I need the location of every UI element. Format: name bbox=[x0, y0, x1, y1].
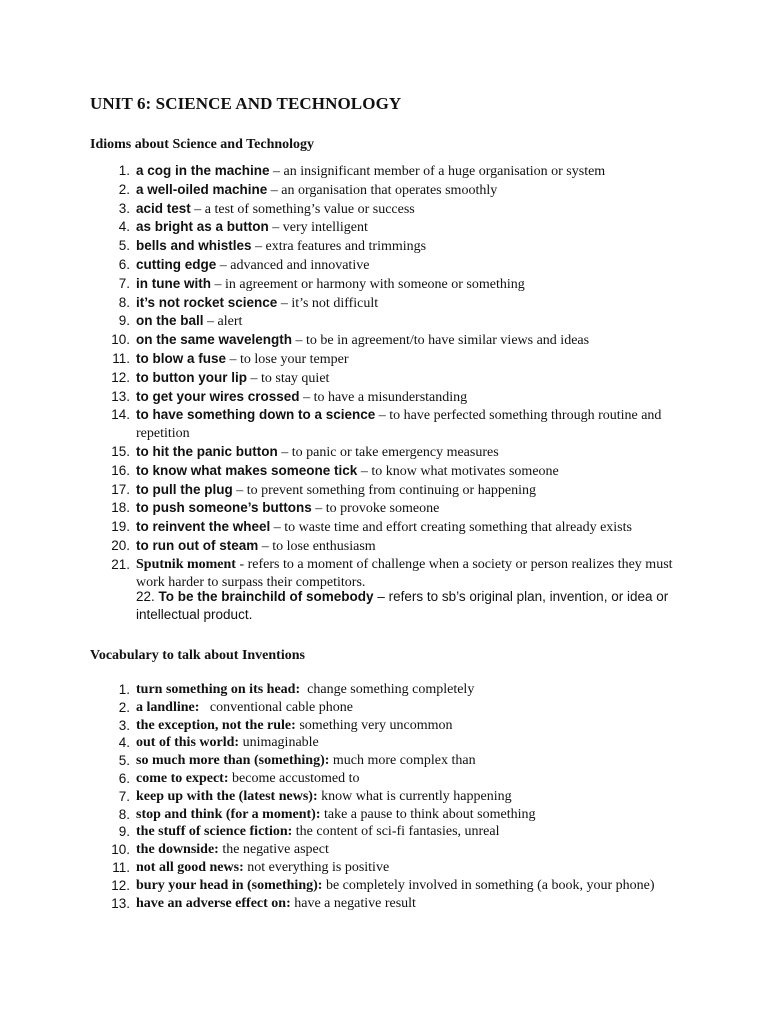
idiom-item-number: 14. bbox=[111, 407, 130, 423]
vocab-item-definition: take a pause to think about something bbox=[320, 806, 536, 822]
vocab-item-definition: change something completely bbox=[300, 682, 475, 697]
vocab-item-definition: unimaginable bbox=[239, 735, 319, 751]
idiom-item-number: 20. bbox=[111, 537, 130, 553]
idiom-item-term: to pull the plug bbox=[136, 481, 233, 497]
idiom-item-definition: – an insignificant member of a huge organisation or system bbox=[269, 164, 606, 179]
idiom-item bbox=[90, 294, 690, 313]
idiom-item bbox=[90, 369, 690, 388]
idiom-item-definition: – it’s not difficult bbox=[277, 295, 379, 311]
idiom-item-term: to run out of steam bbox=[136, 537, 259, 553]
idiom-item bbox=[90, 388, 690, 407]
vocab-item-term: the exception, not the rule: bbox=[136, 717, 296, 733]
vocab-item-definition: know what is currently happening bbox=[317, 788, 512, 804]
vocab-item-definition: be completely involved in something (a book, your phone) bbox=[322, 877, 655, 893]
idiom-item-definition: - refers to a moment of challenge when a society or person realizes they must work harder to surpass their competitors. bbox=[136, 556, 677, 590]
vocab-item-term: the downside: bbox=[136, 842, 219, 858]
idiom-item-definition: – extra features and trimmings bbox=[251, 239, 427, 255]
idiom-item-definition: – an organisation that operates smoothly bbox=[267, 182, 498, 198]
idiom-item-definition: – to panic or take emergency measures bbox=[277, 444, 499, 460]
idiom-item bbox=[90, 237, 690, 256]
vocab-item-number: 8. bbox=[118, 806, 130, 822]
idiom-item bbox=[90, 443, 690, 462]
vocab-item-number: 10. bbox=[111, 842, 130, 858]
vocab-item bbox=[90, 788, 690, 806]
vocab-item bbox=[90, 717, 690, 735]
idiom-item-number: 13. bbox=[111, 388, 130, 404]
vocab-item-term: the stuff of science fiction: bbox=[136, 824, 293, 840]
vocab-item-number: 2. bbox=[118, 699, 130, 715]
idiom-item-term: to reinvent the wheel bbox=[136, 519, 271, 535]
idiom-item-term: to get your wires crossed bbox=[136, 388, 300, 404]
idiom-item-number: 10. bbox=[111, 332, 130, 348]
idiom-item-number: 7. bbox=[118, 275, 130, 291]
idiom-item-number: 1. bbox=[118, 163, 130, 178]
idiom-item-number: 6. bbox=[118, 256, 130, 272]
idiom-item bbox=[90, 556, 690, 592]
idiom-item-term: acid test bbox=[136, 200, 191, 216]
idiom-item-definition: – advanced and innovative bbox=[216, 257, 370, 273]
vocab-item bbox=[90, 752, 690, 770]
page-title: UNIT 6: SCIENCE AND TECHNOLOGY bbox=[90, 94, 402, 113]
idiom-item-term: to push someone’s buttons bbox=[136, 500, 312, 516]
vocab-item-term: stop and think (for a moment): bbox=[136, 806, 321, 822]
idiom-item-term: to know what makes someone tick bbox=[136, 462, 358, 478]
vocab-item-definition: the content of sci-fi fantasies, unreal bbox=[292, 824, 500, 840]
vocab-item-definition: not everything is positive bbox=[243, 859, 390, 875]
idiom-item-number: 18. bbox=[111, 500, 130, 516]
idiom-item-number: 11. bbox=[112, 350, 130, 366]
idiom-item bbox=[90, 518, 690, 537]
idiom-item-number: 3. bbox=[118, 200, 130, 216]
idioms-list bbox=[90, 162, 690, 591]
idiom-item-term: it’s not rocket science bbox=[136, 294, 278, 310]
idiom-item bbox=[90, 312, 690, 331]
vocab-item-term: out of this world: bbox=[136, 735, 240, 751]
idiom-item-term: in tune with bbox=[136, 275, 211, 291]
vocab-item bbox=[90, 895, 690, 913]
idiom-item bbox=[90, 499, 690, 518]
idiom-item-term: cutting edge bbox=[136, 256, 217, 272]
vocab-item bbox=[90, 681, 690, 699]
vocab-item bbox=[90, 859, 690, 877]
idiom-item bbox=[90, 181, 690, 200]
vocab-item-definition: become accustomed to bbox=[228, 770, 360, 786]
idiom-item-definition: – to stay quiet bbox=[246, 370, 330, 386]
vocab-list bbox=[90, 681, 690, 912]
idiom-item bbox=[90, 218, 690, 237]
vocab-item-definition: the negative aspect bbox=[218, 842, 329, 858]
idiom-item-number: 19. bbox=[111, 519, 130, 535]
vocab-item-term: a landline: bbox=[136, 699, 200, 715]
idiom-item-number: 2. bbox=[118, 181, 130, 197]
idiom-item-term: to button your lip bbox=[136, 369, 247, 385]
idiom-item-definition: – very intelligent bbox=[268, 220, 368, 236]
idiom-item-definition: – to have perfected something through routine and repetition bbox=[136, 408, 665, 442]
idiom-item-definition: – alert bbox=[203, 314, 243, 330]
vocab-item-number: 1. bbox=[118, 682, 130, 697]
idiom-item-definition: – to waste time and effort creating something that already exists bbox=[270, 520, 632, 536]
vocab-item-definition: much more complex than bbox=[329, 753, 476, 769]
idiom-item-definition: – to lose enthusiasm bbox=[258, 538, 376, 554]
vocab-item bbox=[90, 734, 690, 752]
idiom-item-22-term: To be the brainchild of somebody bbox=[158, 589, 374, 604]
vocab-item-definition: have a negative result bbox=[290, 895, 416, 911]
vocab-item-number: 4. bbox=[118, 735, 130, 751]
vocab-item-number: 6. bbox=[118, 770, 130, 786]
idiom-item bbox=[90, 406, 690, 443]
idiom-item-number: 8. bbox=[118, 294, 130, 310]
vocab-item-term: have an adverse effect on: bbox=[136, 895, 291, 911]
idiom-item-number: 5. bbox=[118, 238, 130, 254]
vocab-item bbox=[90, 841, 690, 859]
idiom-item-number: 9. bbox=[118, 313, 130, 329]
idiom-item bbox=[90, 331, 690, 350]
vocab-item-number: 5. bbox=[118, 753, 130, 769]
idiom-item bbox=[90, 275, 690, 294]
vocab-item bbox=[90, 823, 690, 841]
idiom-item bbox=[90, 537, 690, 556]
idiom-item-number: 16. bbox=[111, 462, 130, 478]
idiom-item-number: 15. bbox=[111, 443, 130, 459]
idiom-item-term: to have something down to a science bbox=[136, 407, 376, 423]
vocab-item-number: 3. bbox=[118, 717, 130, 733]
idiom-item-22-definition: – refers to sb’s original plan, invention, or idea or intellectual product. bbox=[136, 589, 669, 622]
idiom-item-term: on the same wavelength bbox=[136, 332, 293, 348]
idiom-item-definition: – to know what motivates someone bbox=[357, 463, 559, 479]
idiom-item-term: to blow a fuse bbox=[136, 350, 227, 366]
idiom-item-number: 17. bbox=[111, 481, 130, 497]
idiom-item-number: 12. bbox=[111, 369, 130, 385]
vocab-item-term: bury your head in (something): bbox=[136, 877, 323, 893]
idiom-item-number: 21. bbox=[111, 556, 130, 572]
idiom-item-definition: – to provoke someone bbox=[311, 501, 440, 517]
vocab-item-number: 7. bbox=[118, 788, 130, 804]
vocab-item-number: 12. bbox=[111, 877, 130, 893]
idiom-item-term: a cog in the machine bbox=[136, 163, 270, 178]
vocab-item-definition: conventional cable phone bbox=[199, 699, 353, 715]
vocab-item-number: 13. bbox=[111, 895, 130, 911]
idiom-item bbox=[90, 481, 690, 500]
vocab-item-definition: something very uncommon bbox=[295, 717, 453, 733]
vocab-item bbox=[90, 877, 690, 895]
idiom-item-definition: – to prevent something from continuing or happening bbox=[232, 482, 537, 498]
idiom-item-definition: – a test of something’s value or success bbox=[190, 201, 415, 217]
idiom-item-term: on the ball bbox=[136, 313, 204, 329]
idiom-item bbox=[90, 200, 690, 219]
idiom-item-definition: – to be in agreement/to have similar views and ideas bbox=[292, 333, 590, 349]
vocab-item bbox=[90, 699, 690, 717]
idiom-item-term: a well-oiled machine bbox=[136, 181, 268, 197]
vocab-item bbox=[90, 770, 690, 788]
idiom-item-term: bells and whistles bbox=[136, 238, 252, 254]
idiom-item-term: to hit the panic button bbox=[136, 443, 278, 459]
idiom-item-22-number: 22. bbox=[136, 589, 155, 604]
idiom-item-term: Sputnik moment bbox=[136, 556, 236, 572]
idiom-item bbox=[90, 162, 690, 181]
idiom-item-definition: – to have a misunderstanding bbox=[299, 389, 468, 405]
vocab-heading: Vocabulary to talk about Inventions bbox=[90, 648, 305, 663]
idiom-item-22 bbox=[136, 588, 696, 623]
vocab-item-number: 11. bbox=[112, 859, 130, 875]
idiom-item-number: 4. bbox=[118, 219, 130, 235]
idiom-item-definition: – to lose your temper bbox=[226, 351, 349, 367]
vocab-item-term: not all good news: bbox=[136, 859, 244, 875]
vocab-item-term: come to expect: bbox=[136, 770, 229, 786]
idiom-item bbox=[90, 256, 690, 275]
vocab-item-term: keep up with the (latest news): bbox=[136, 788, 318, 804]
vocab-item bbox=[90, 806, 690, 824]
idiom-item bbox=[90, 350, 690, 369]
vocab-item-term: turn something on its head: bbox=[136, 682, 301, 697]
idiom-item bbox=[90, 462, 690, 481]
vocab-item-term: so much more than (something): bbox=[136, 753, 330, 769]
vocab-item-number: 9. bbox=[118, 824, 130, 840]
idiom-item-definition: – in agreement or harmony with someone or something bbox=[211, 276, 525, 292]
idioms-heading: Idioms about Science and Technology bbox=[90, 137, 315, 152]
idiom-item-term: as bright as a button bbox=[136, 219, 269, 235]
